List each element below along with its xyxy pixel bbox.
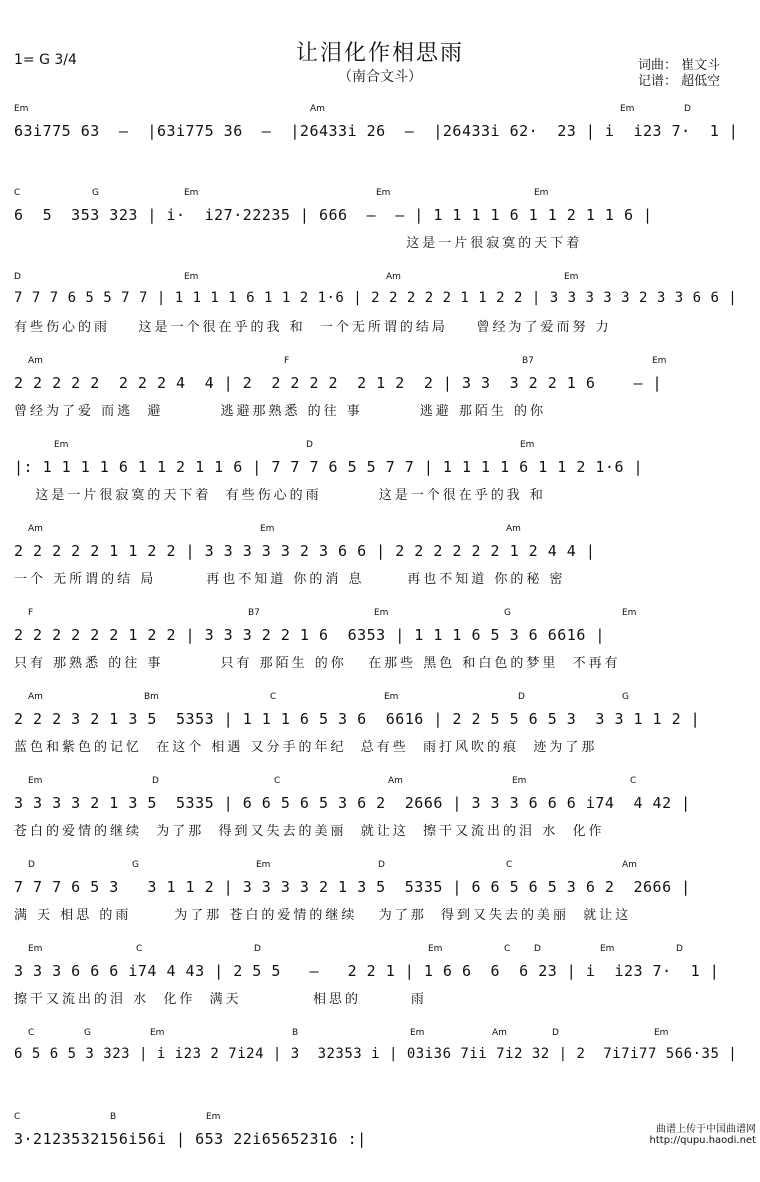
chord-symbol: D xyxy=(14,272,21,282)
chord-symbol: C xyxy=(14,1112,21,1122)
chord-symbol: D xyxy=(306,440,313,450)
chord-symbol: Am xyxy=(386,272,401,282)
lyrics-line: 一个 无所谓的结 局 再也不知道 你的消 息 再也不知道 你的秘 密 xyxy=(14,572,566,587)
chord-row xyxy=(14,104,744,118)
chord-symbol: Em xyxy=(384,692,399,702)
lyrics-line: 有些伤心的雨 这是一个很在乎的我 和 一个无所谓的结局 曾经为了爱而努 力 xyxy=(14,320,612,335)
notation-line: 2 2 2 2 2 2 2 2 4 4 | 2 2 2 2 2 2 1 2 2 | 3 3 3 2 2 1 6 — | xyxy=(14,374,663,392)
chord-symbol: Em xyxy=(534,188,549,198)
chord-symbol: Em xyxy=(206,1112,221,1122)
chord-symbol: D xyxy=(378,860,385,870)
chord-symbol: Am xyxy=(506,524,521,534)
lyrics-line: 只有 那熟悉 的往 事 只有 那陌生 的你 在那些 黑色 和白色的梦里 不再有 xyxy=(14,656,621,671)
score-system xyxy=(14,860,744,930)
chord-symbol: Em xyxy=(428,944,443,954)
chord-symbol: Em xyxy=(654,1028,669,1038)
score-system xyxy=(14,1112,744,1182)
score-system xyxy=(14,692,744,762)
score-system xyxy=(14,440,744,510)
chord-row xyxy=(14,356,744,370)
lyrics-line: 苍白的爱情的继续 为了那 得到又失去的美丽 就让这 擦干又流出的泪 水 化作 xyxy=(14,824,605,839)
score-system xyxy=(14,356,744,426)
footer-site: 曲谱上传于中国曲谱网 xyxy=(656,1124,756,1135)
chord-symbol: Em xyxy=(256,860,271,870)
chord-row xyxy=(14,776,744,790)
notation-line: 3·2123532156i56i | 653 22i65652316 :| xyxy=(14,1130,367,1148)
footer-watermark xyxy=(650,1124,756,1146)
chord-row xyxy=(14,608,744,622)
chord-symbol: Em xyxy=(374,608,389,618)
chord-symbol: G xyxy=(132,860,139,870)
lyrics-line: 曾经为了爱 而逃 避 逃避那熟悉 的往 事 逃避 那陌生 的你 xyxy=(14,404,547,419)
chord-symbol: D xyxy=(28,860,35,870)
chord-symbol: Em xyxy=(184,188,199,198)
chord-symbol: Em xyxy=(600,944,615,954)
chord-symbol: F xyxy=(28,608,34,618)
chord-symbol: C xyxy=(630,776,637,786)
score-system xyxy=(14,944,744,1014)
chord-symbol: C xyxy=(14,188,21,198)
chord-symbol: F xyxy=(284,356,290,366)
chord-symbol: Em xyxy=(14,104,29,114)
notation-line: 3 3 3 6 6 6 i74 4 43 | 2 5 5 — 2 2 1 | 1 6 6 6 6 23 | i i23 7· 1 | xyxy=(14,962,720,980)
lyrics-line: 擦干又流出的泪 水 化作 满天 相思的 雨 xyxy=(14,992,427,1007)
lyrics-line: 满 天 相思 的雨 为了那 苍白的爱情的继续 为了那 得到又失去的美丽 就让这 xyxy=(14,908,632,923)
chord-symbol: Am xyxy=(310,104,325,114)
chord-symbol: Em xyxy=(622,608,637,618)
chord-symbol: B7 xyxy=(522,356,534,366)
chord-row xyxy=(14,440,744,454)
chord-symbol: G xyxy=(504,608,511,618)
chord-row xyxy=(14,944,744,958)
chord-symbol: Bm xyxy=(144,692,159,702)
chord-symbol: C xyxy=(270,692,277,702)
chord-symbol: D xyxy=(552,1028,559,1038)
chord-symbol: C xyxy=(504,944,511,954)
chord-symbol: D xyxy=(254,944,261,954)
lyrics-line: 这是一片很寂寞的天下着 xyxy=(14,236,583,251)
chord-row xyxy=(14,524,744,538)
chord-symbol: C xyxy=(506,860,513,870)
chord-symbol: Am xyxy=(28,524,43,534)
notation-line: 6 5 353 323 | i· i27·22235 | 666 — — | 1 1 1 1 6 1 1 2 1 1 6 | xyxy=(14,206,653,224)
notation-line: 63i775 63 — |63i775 36 — |26433i 26 — |26433i 62· 23 | i i23 7· 1 | xyxy=(14,122,739,140)
chord-row xyxy=(14,1028,744,1042)
chord-symbol: B xyxy=(292,1028,299,1038)
chord-symbol: G xyxy=(84,1028,91,1038)
credits xyxy=(638,58,720,90)
chord-symbol: Am xyxy=(622,860,637,870)
chord-symbol: D xyxy=(684,104,691,114)
score-system xyxy=(14,1028,744,1098)
chord-symbol: Em xyxy=(620,104,635,114)
chord-symbol: Em xyxy=(28,944,43,954)
score-system xyxy=(14,524,744,594)
score-system xyxy=(14,104,744,174)
chord-symbol: B xyxy=(110,1112,117,1122)
chord-row xyxy=(14,188,744,202)
chord-symbol: Em xyxy=(54,440,69,450)
chord-row xyxy=(14,860,744,874)
lyrics-line: 这是一片很寂寞的天下着 有些伤心的雨 这是一个很在乎的我 和 xyxy=(14,488,546,503)
chord-symbol: C xyxy=(28,1028,35,1038)
chord-symbol: C xyxy=(136,944,143,954)
chord-symbol: Em xyxy=(520,440,535,450)
notation-line: 7 7 7 6 5 3 3 1 1 2 | 3 3 3 3 2 1 3 5 5335 | 6 6 5 6 5 3 6 2 2666 | xyxy=(14,878,691,896)
chord-symbol: G xyxy=(92,188,99,198)
lyrics-line: 蓝色和紫色的记忆 在这个 相遇 又分手的年纪 总有些 雨打风吹的痕 迹为了那 xyxy=(14,740,598,755)
score-system xyxy=(14,776,744,846)
chord-row xyxy=(14,692,744,706)
key-signature: 1= G 3/4 xyxy=(14,52,77,68)
chord-symbol: Em xyxy=(410,1028,425,1038)
notation-line: 2 2 2 2 2 1 1 2 2 | 3 3 3 3 3 2 3 6 6 | 2 2 2 2 2 2 1 2 4 4 | xyxy=(14,542,596,560)
chord-symbol: Em xyxy=(512,776,527,786)
chord-symbol: Em xyxy=(652,356,667,366)
chord-symbol: Am xyxy=(388,776,403,786)
chord-row xyxy=(14,1112,744,1126)
chord-symbol: Am xyxy=(492,1028,507,1038)
notation-line: 2 2 2 2 2 2 1 2 2 | 3 3 3 2 2 1 6 6353 | 1 1 1 6 5 3 6 6616 | xyxy=(14,626,605,644)
notation-line: 6 5 6 5 3 323 | i i23 2 7i24 | 3 32353 i | 03i36 7ii 7i2 32 | 2 7i7i77 566·35 | xyxy=(14,1046,738,1062)
chord-symbol: Am xyxy=(28,356,43,366)
chord-row xyxy=(14,272,744,286)
chord-symbol: B7 xyxy=(248,608,260,618)
chord-symbol: Em xyxy=(564,272,579,282)
notation-line: 3 3 3 3 2 1 3 5 5335 | 6 6 5 6 5 3 6 2 2666 | 3 3 3 6 6 6 i74 4 42 | xyxy=(14,794,691,812)
chord-symbol: G xyxy=(622,692,629,702)
score-system xyxy=(14,608,744,678)
chord-symbol: D xyxy=(676,944,683,954)
chord-symbol: Em xyxy=(150,1028,165,1038)
chord-symbol: D xyxy=(534,944,541,954)
notation-line: |: 1 1 1 1 6 1 1 2 1 1 6 | 7 7 7 6 5 5 7 7 | 1 1 1 1 6 1 1 2 1·6 | xyxy=(14,458,644,476)
chord-symbol: D xyxy=(152,776,159,786)
song-title: 让泪化作相思雨 xyxy=(295,41,464,66)
chord-symbol: Em xyxy=(28,776,43,786)
score-system xyxy=(14,188,744,258)
chord-symbol: Am xyxy=(28,692,43,702)
song-subtitle: （南合文斗） xyxy=(338,69,422,85)
score-system xyxy=(14,272,744,342)
chord-symbol: Em xyxy=(376,188,391,198)
credits-transcriber: 记谱： 超低空 xyxy=(638,74,721,89)
chord-symbol: C xyxy=(274,776,281,786)
notation-line: 7 7 7 6 5 5 7 7 | 1 1 1 1 6 1 1 2 1·6 | 2 2 2 2 2 1 1 2 2 | 3 3 3 3 3 2 3 3 6 6 | xyxy=(14,290,738,306)
chord-symbol: D xyxy=(518,692,525,702)
chord-symbol: Em xyxy=(260,524,275,534)
footer-url: http://qupu.haodi.net xyxy=(649,1135,756,1146)
chord-symbol: Em xyxy=(184,272,199,282)
notation-line: 2 2 2 3 2 1 3 5 5353 | 1 1 1 6 5 3 6 6616 | 2 2 5 5 6 5 3 3 3 1 1 2 | xyxy=(14,710,701,728)
credits-lyricist: 词曲： 崔文斗 xyxy=(638,58,721,73)
